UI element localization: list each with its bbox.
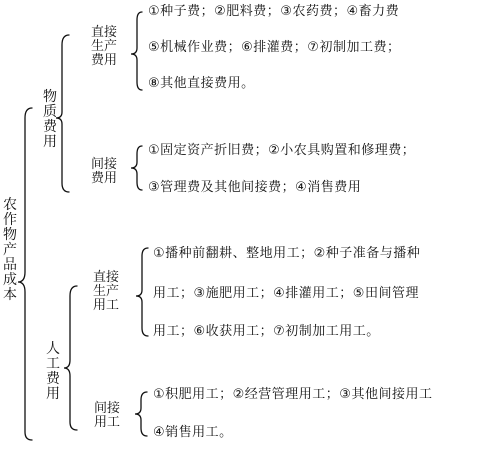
- branch-label-labor: 人工费用: [46, 341, 60, 402]
- group-label-material-direct: 直接生产费用: [90, 25, 117, 68]
- root-label: 农作物产品成本: [3, 197, 17, 303]
- group-label-labor-indirect: 间接用工: [93, 401, 120, 430]
- item-line: 用工；③施肥用工；④排灌用工；⑤田间管理: [153, 286, 419, 301]
- item-line: ①种子费；②肥料费；③农药费；④畜力费: [148, 4, 400, 19]
- branch-brace-labor: [64, 286, 77, 430]
- item-line: ①积肥用工；②经营管理用工；③其他间接用工: [153, 387, 433, 402]
- item-line: ⑧其他直接费用。: [148, 76, 255, 91]
- item-line: ③管理费及其他间接费；④消售费用: [148, 180, 362, 195]
- group-brace-material-indirect: [131, 146, 142, 190]
- group-brace-material-direct: [131, 12, 142, 90]
- group-brace-labor-direct: [136, 248, 148, 336]
- group-label-material-indirect: 间接费用: [90, 157, 117, 186]
- item-line: 用工；⑥收获用工；⑦初制加工用工。: [153, 324, 380, 339]
- item-line: ④销售用工。: [153, 425, 233, 440]
- root-brace: [18, 108, 32, 440]
- item-line: ⑤机械作业费；⑥排灌费；⑦初制加工费；: [148, 40, 401, 55]
- group-label-labor-direct: 直接生产用工: [92, 270, 119, 313]
- group-brace-labor-indirect: [135, 392, 147, 436]
- item-line: ①播种前翻耕、整地用工；②种子准备与播种: [153, 246, 421, 261]
- item-line: ①固定资产折旧费；②小农具购置和修理费；: [148, 143, 416, 158]
- branch-label-material: 物质费用: [43, 89, 57, 150]
